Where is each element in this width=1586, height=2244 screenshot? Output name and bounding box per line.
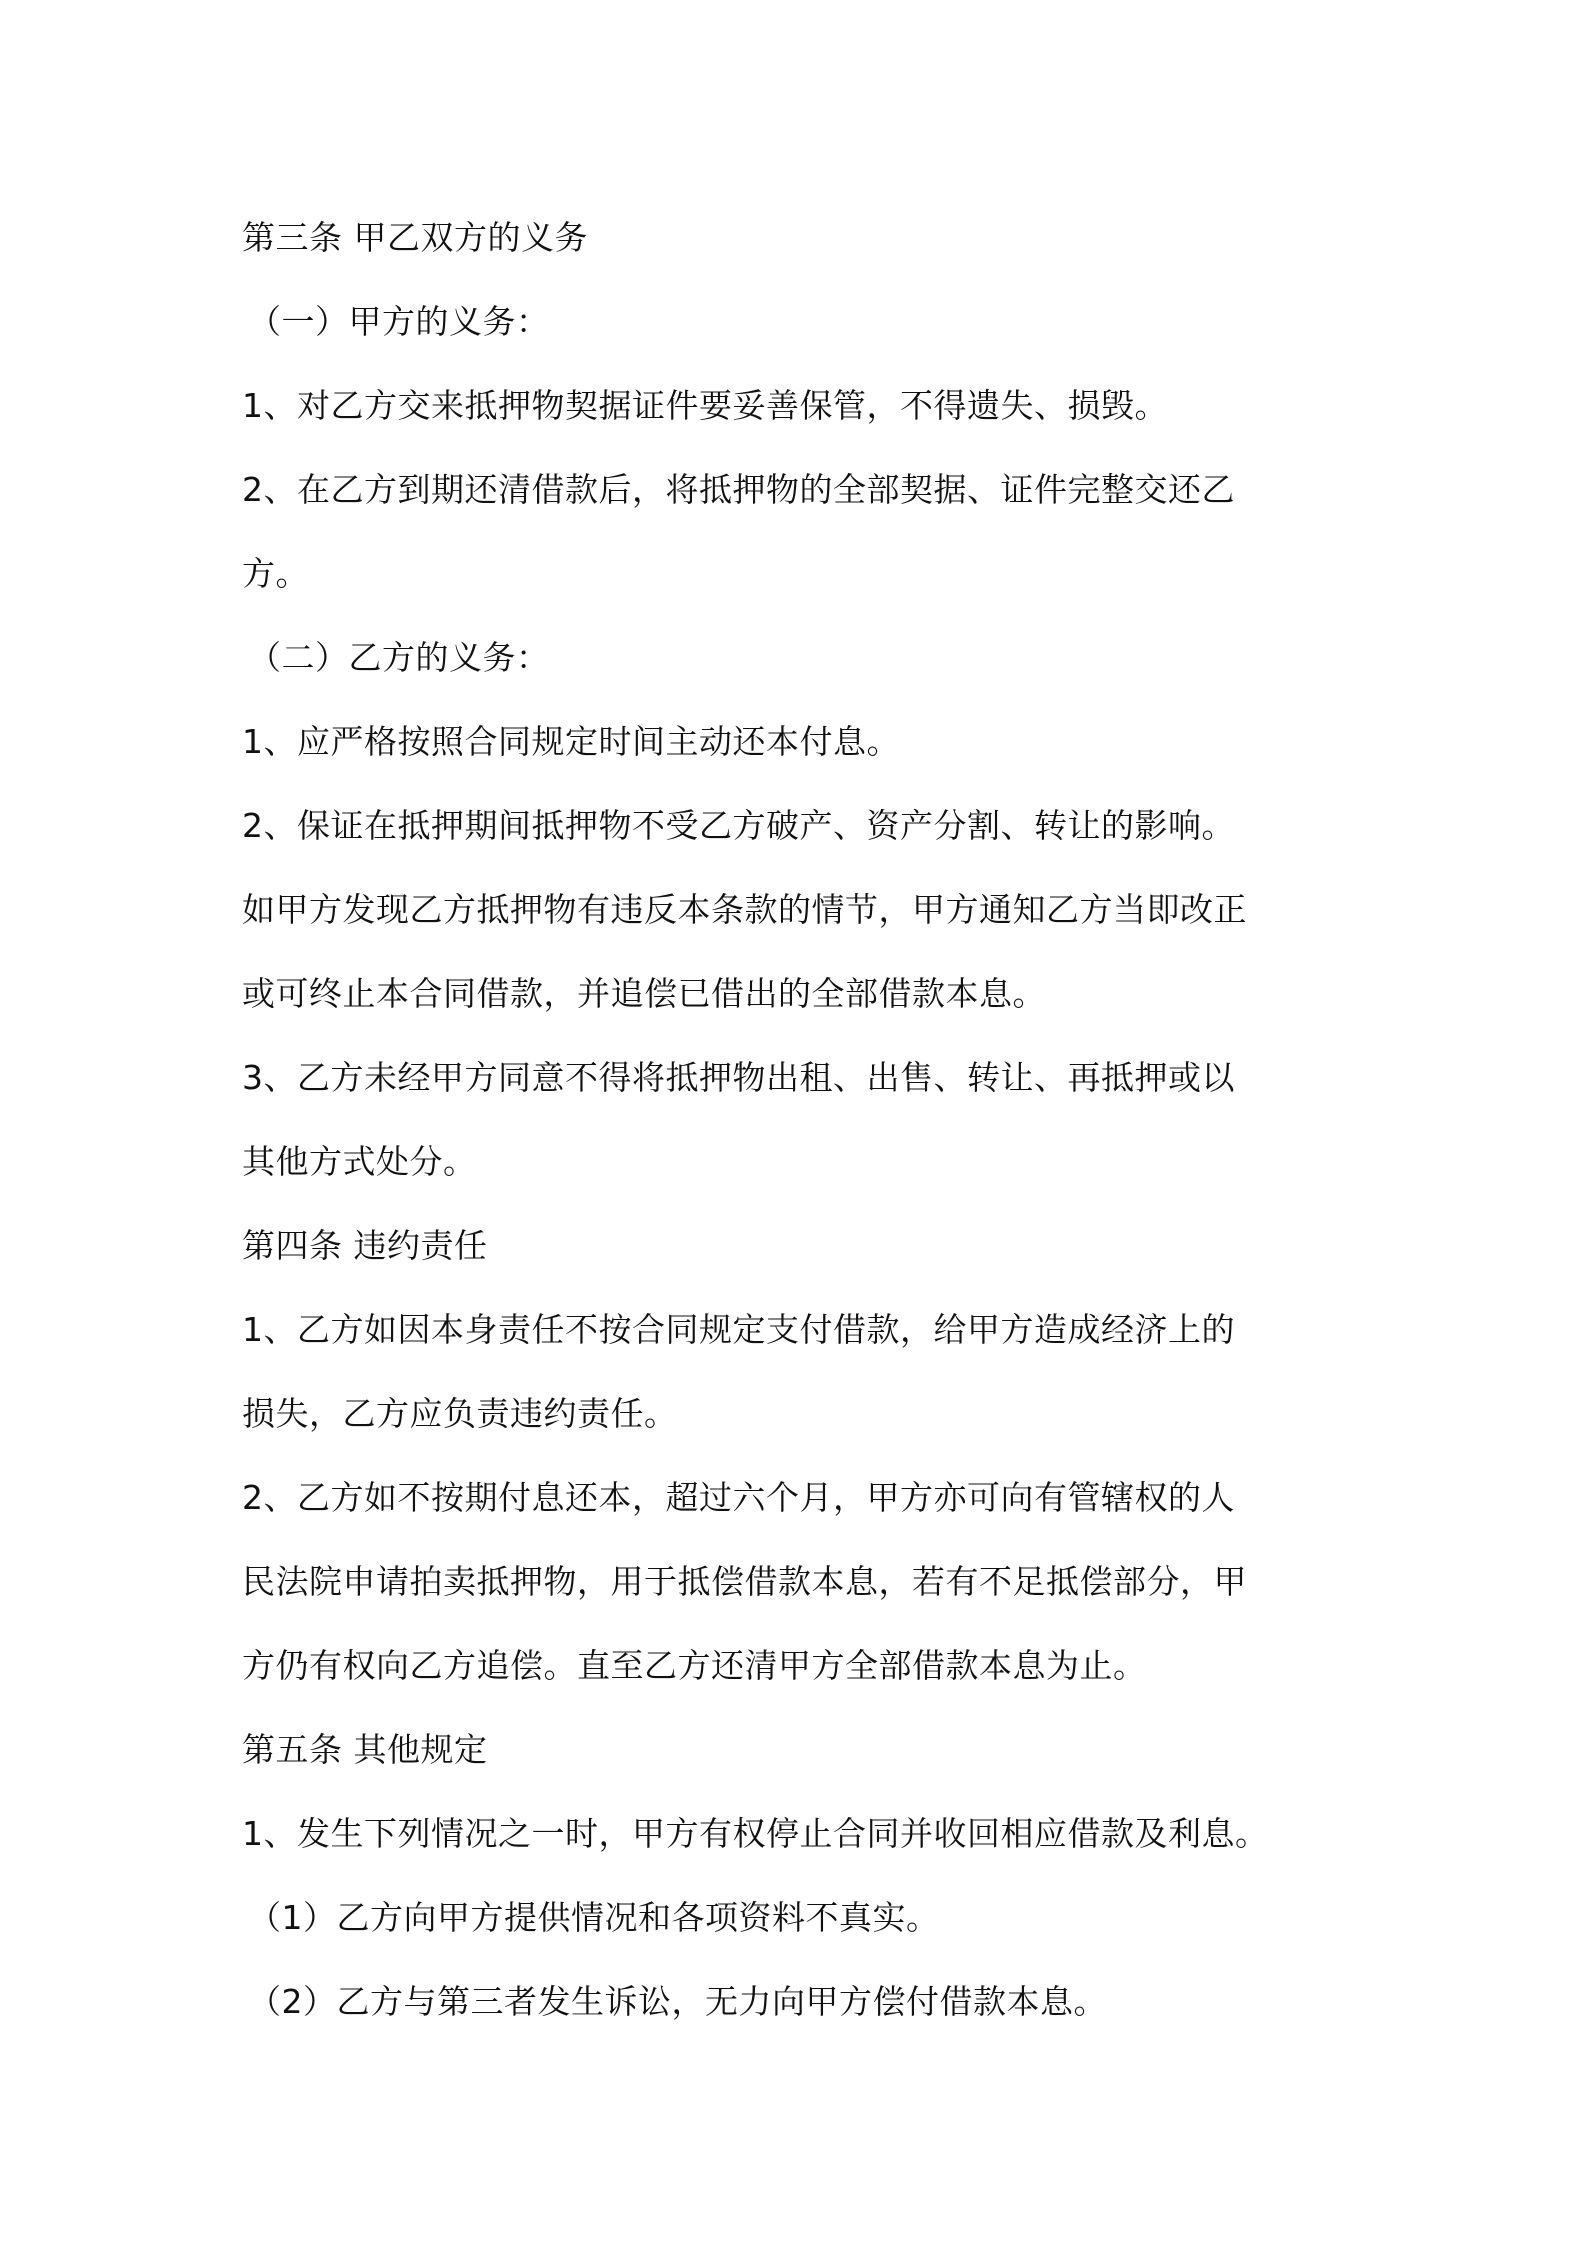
list-item: （2）乙方与第三者发生诉讼，无力向甲方偿付借款本息。 <box>248 1982 1107 2021</box>
paragraph-line: 损失，乙方应负责违约责任。 <box>242 1394 678 1433</box>
paragraph-line: 1、发生下列情况之一时，甲方有权停止合同并收回相应借款及利息。 <box>242 1814 1269 1853</box>
article-3-heading: 第三条 甲乙双方的义务 <box>242 218 588 257</box>
paragraph-line: 如甲方发现乙方抵押物有违反本条款的情节，甲方通知乙方当即改正 <box>242 890 1247 929</box>
article-5-heading: 第五条 其他规定 <box>242 1730 488 1769</box>
paragraph-line: 2、在乙方到期还清借款后，将抵押物的全部契据、证件完整交还乙 <box>242 470 1235 509</box>
party-a-duties-heading: （一）甲方的义务： <box>248 302 550 341</box>
paragraph-line: 1、应严格按照合同规定时间主动还本付息。 <box>242 722 900 761</box>
paragraph-line: 方仍有权向乙方追偿。直至乙方还清甲方全部借款本息为止。 <box>242 1646 1147 1685</box>
paragraph-line: 或可终止本合同借款，并追偿已借出的全部借款本息。 <box>242 974 1046 1013</box>
paragraph-line: 1、对乙方交来抵押物契据证件要妥善保管，不得遗失、损毁。 <box>242 386 1168 425</box>
article-4-heading: 第四条 违约责任 <box>242 1226 488 1265</box>
paragraph-line: 3、乙方未经甲方同意不得将抵押物出租、出售、转让、再抵押或以 <box>242 1058 1235 1097</box>
paragraph-line: 2、保证在抵押期间抵押物不受乙方破产、资产分割、转让的影响。 <box>242 806 1235 845</box>
paragraph-line: 2、乙方如不按期付息还本，超过六个月，甲方亦可向有管辖权的人 <box>242 1478 1235 1517</box>
paragraph-line: 其他方式处分。 <box>242 1142 477 1181</box>
document-body <box>242 196 1382 2044</box>
paragraph-line: 1、乙方如因本身责任不按合同规定支付借款，给甲方造成经济上的 <box>242 1310 1235 1349</box>
party-b-duties-heading: （二）乙方的义务： <box>248 638 550 677</box>
list-item: （1）乙方向甲方提供情况和各项资料不真实。 <box>248 1898 940 1937</box>
paragraph-line: 方。 <box>242 554 309 593</box>
paragraph-line: 民法院申请拍卖抵押物，用于抵偿借款本息，若有不足抵偿部分，甲 <box>242 1562 1247 1601</box>
